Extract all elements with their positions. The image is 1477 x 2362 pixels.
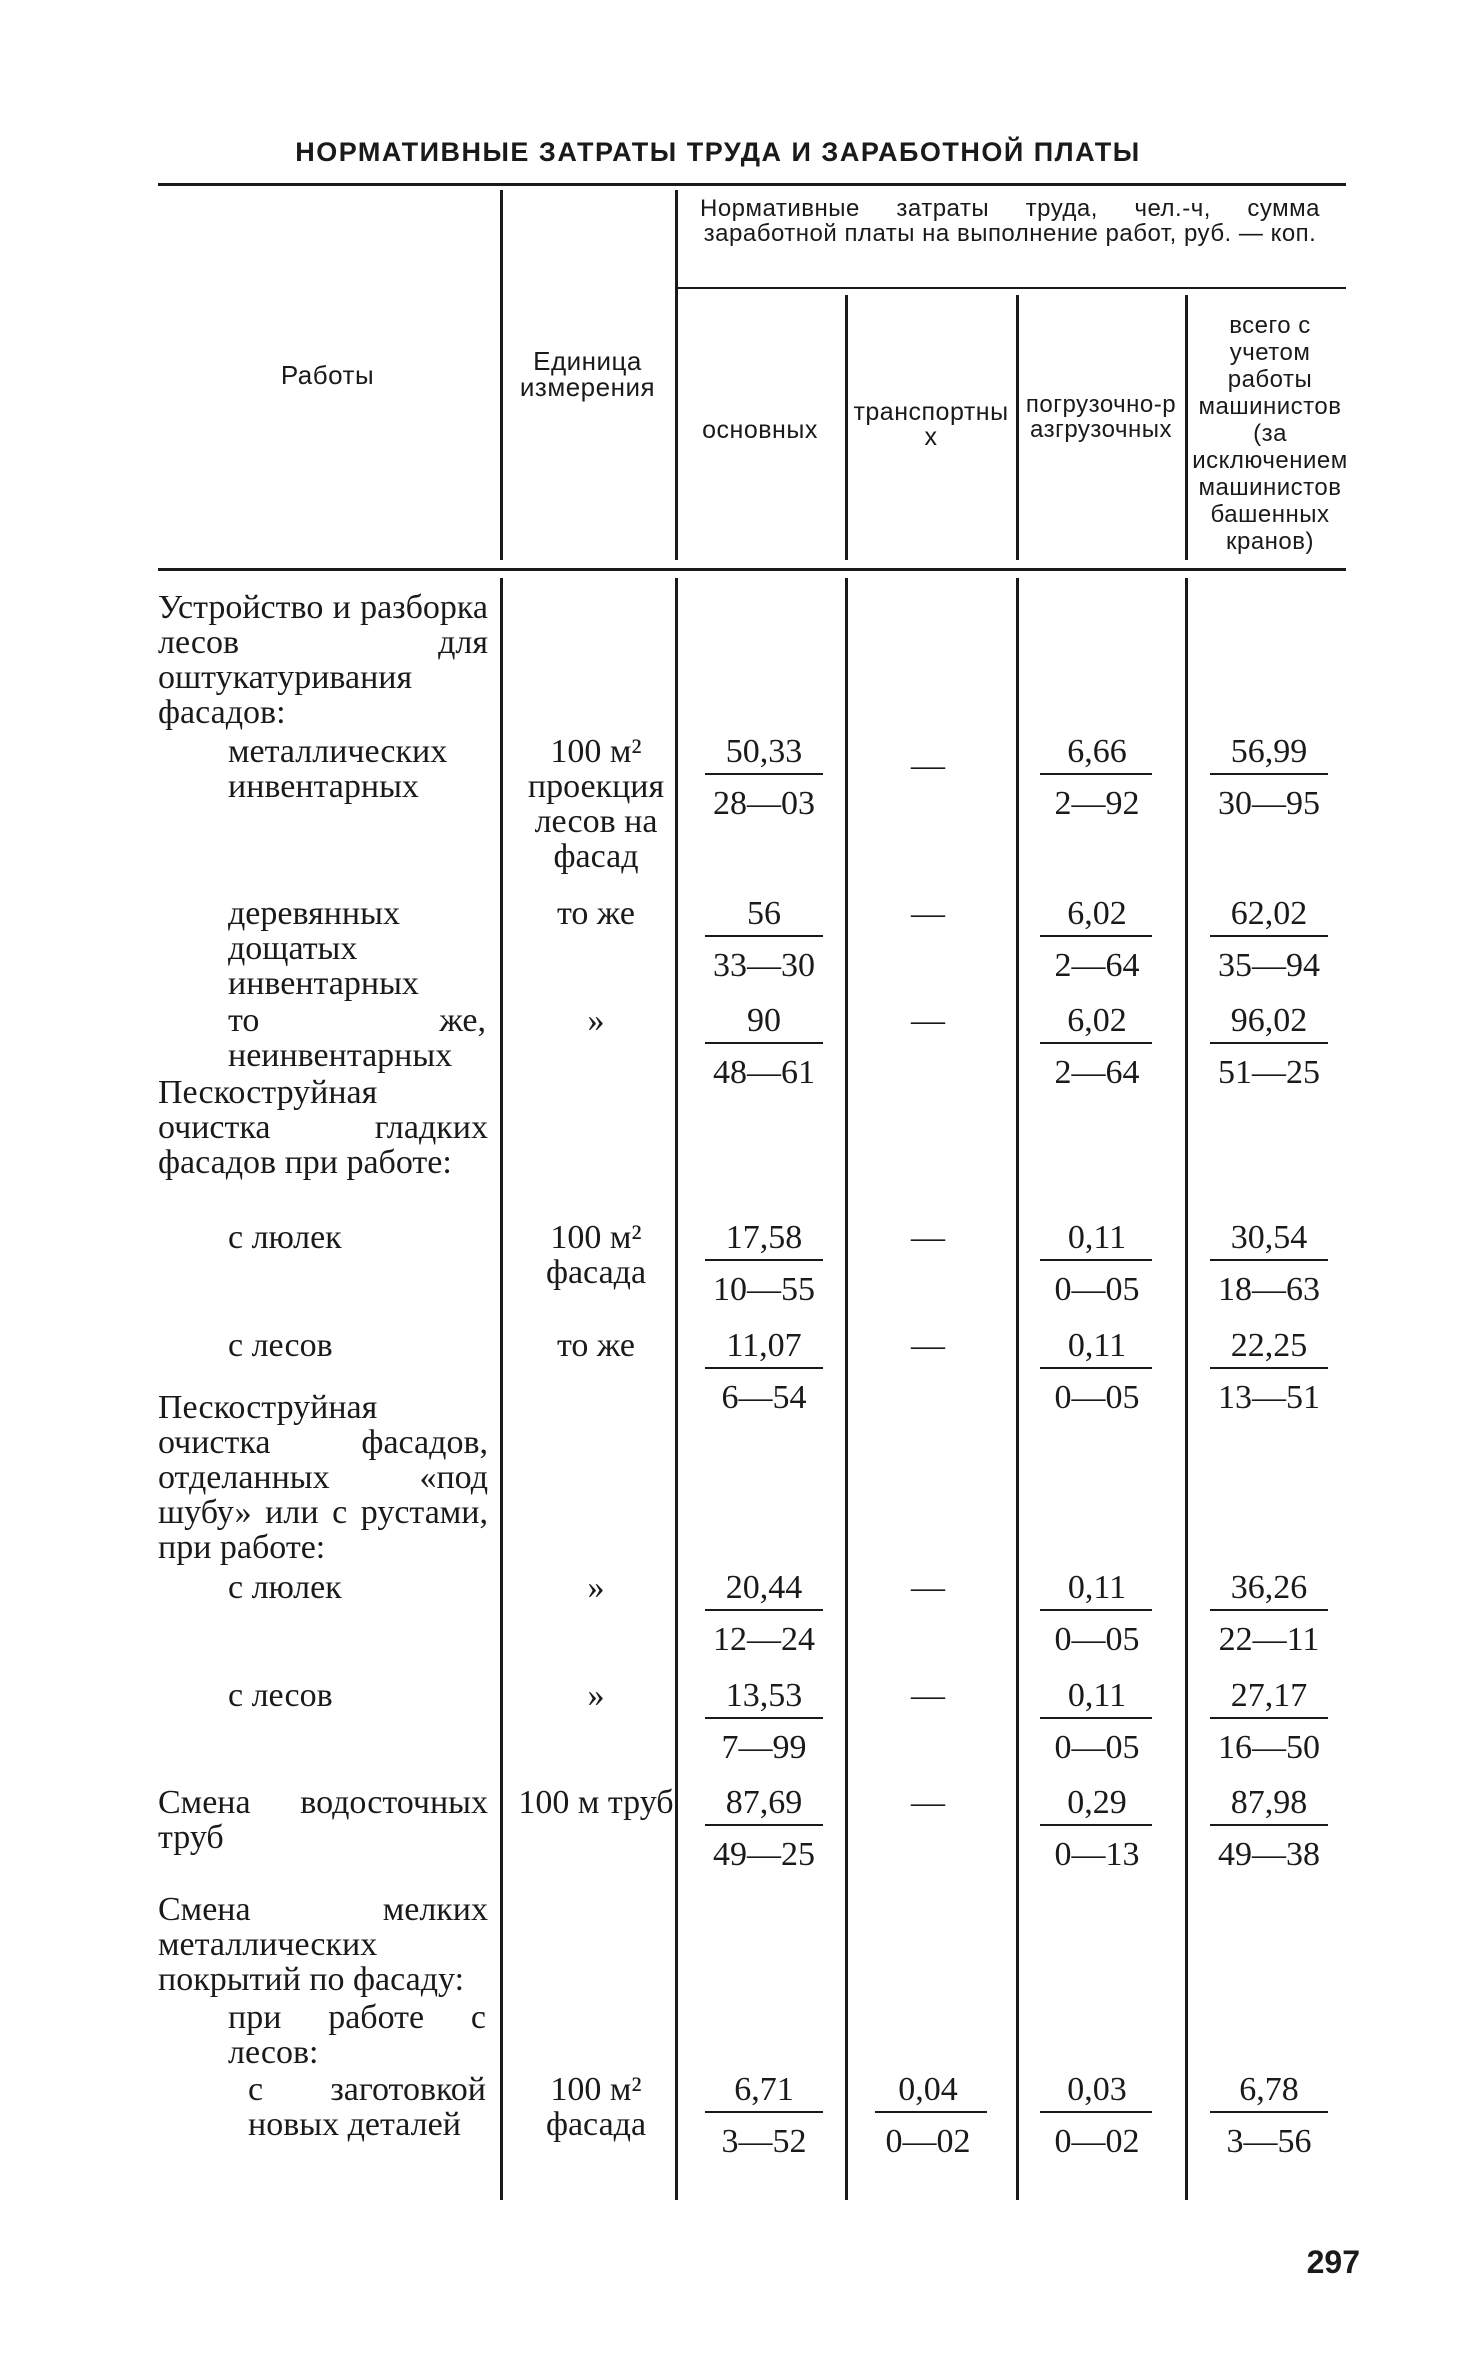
row-total-pay: 3—56: [1226, 2123, 1312, 2160]
row-total-pay: 22—11: [1218, 1621, 1320, 1658]
row-main-pay: 33—30: [713, 947, 815, 984]
row-main-pay: 28—03: [713, 785, 815, 822]
row-unit: то же: [556, 1327, 636, 1364]
row-unit: »: [587, 1002, 605, 1039]
fraction-rule: [705, 935, 823, 937]
row-work: деревянных дощатых инвентарных: [228, 895, 419, 1002]
row-main-pay: 12—24: [713, 1621, 815, 1658]
row-unit: 100 м² фасада: [545, 2071, 647, 2143]
row-total-pay: 18—63: [1218, 1271, 1320, 1308]
row-main-hours: 11,07: [726, 1327, 802, 1364]
row-total-hours: 30,54: [1230, 1219, 1308, 1256]
row-work: с люлек: [228, 1219, 342, 1256]
row-main-hours: 90: [747, 1002, 781, 1039]
row-unit: то же: [556, 895, 636, 932]
row-work: с заготовкой новых деталей: [248, 2071, 486, 2143]
col-rule-1-body: [500, 578, 503, 2200]
row-total-pay: 35—94: [1218, 947, 1320, 984]
row-total-pay: 30—95: [1218, 785, 1320, 822]
row-transport: —: [911, 747, 945, 784]
row-work: металлических инвентарных: [228, 733, 448, 805]
row-loading-pay: 0—02: [1054, 2123, 1140, 2160]
fraction-rule: [1210, 1042, 1328, 1044]
row-main-pay: 49—25: [713, 1836, 815, 1873]
col-rule-3: [845, 295, 848, 560]
fraction-rule: [705, 1717, 823, 1719]
col-rule-4: [1016, 295, 1019, 560]
row-total-hours: 6,78: [1239, 2071, 1299, 2108]
fraction-rule: [705, 773, 823, 775]
row-total-hours: 87,98: [1230, 1784, 1308, 1821]
row-work: с лесов: [228, 1677, 333, 1714]
header-works: Работы: [280, 360, 375, 390]
group-header-rule: [675, 287, 1346, 289]
row-main-hours: 56: [747, 895, 781, 932]
row-main-pay: 48—61: [713, 1054, 815, 1091]
row-transport: —: [911, 1677, 945, 1714]
fraction-rule: [705, 1259, 823, 1261]
fraction-rule: [1040, 1259, 1152, 1261]
row-transport: —: [911, 1784, 945, 1821]
fraction-rule: [705, 1824, 823, 1826]
row-unit: »: [587, 1569, 605, 1606]
fraction-rule: [1040, 773, 1152, 775]
row-loading-hours: 0,11: [1067, 1677, 1127, 1714]
row-transport: —: [911, 1219, 945, 1256]
page-title: НОРМАТИВНЫЕ ЗАТРАТЫ ТРУДА И ЗАРАБОТНОЙ ПЛАТЫ: [295, 137, 1141, 167]
fraction-rule: [705, 2111, 823, 2113]
row-loading-pay: 0—05: [1054, 1621, 1140, 1658]
row-work: то же, неинвентарных: [228, 1002, 486, 1074]
row-loading-pay: 0—05: [1054, 1379, 1140, 1416]
row-total-hours: 27,17: [1230, 1677, 1308, 1714]
row-unit: 100 м² фасада: [545, 1219, 647, 1291]
header-main: основных: [702, 416, 818, 444]
row-unit: 100 м² проекция лесов на фасад: [527, 733, 665, 875]
fraction-rule: [1040, 1042, 1152, 1044]
fraction-rule: [1040, 1717, 1152, 1719]
row-loading-hours: 6,02: [1067, 1002, 1127, 1039]
page-number: 297: [1306, 2244, 1360, 2280]
fraction-rule: [705, 1367, 823, 1369]
header-group: Нормативные затраты труда, чел.-ч, сумма заработной платы на выполнение работ, руб. — коп.: [700, 195, 1320, 247]
row-loading-hours: 0,11: [1067, 1327, 1127, 1364]
section-sand-fur: Пескоструйная очистка фасадов, отделанных «под шубу» или с рустами, при работе:: [158, 1389, 488, 1566]
row-transport: —: [911, 1327, 945, 1364]
row-total-hours: 22,25: [1230, 1327, 1308, 1364]
row-unit: 100 м труб: [518, 1784, 674, 1821]
col-rule-1: [500, 190, 503, 560]
row-main-pay: 6—54: [721, 1379, 807, 1416]
row-loading-pay: 2—64: [1054, 1054, 1140, 1091]
row-main-pay: 7—99: [721, 1729, 807, 1766]
row-main-hours: 50,33: [725, 733, 803, 770]
section-sand-smooth: Пескоструйная очистка гладких фасадов при работе:: [158, 1074, 488, 1181]
row-transport: —: [911, 895, 945, 932]
fraction-rule: [1040, 1824, 1152, 1826]
row-total-hours: 96,02: [1230, 1002, 1308, 1039]
fraction-rule: [1210, 1367, 1328, 1369]
row-main-pay: 10—55: [713, 1271, 815, 1308]
fraction-rule: [705, 1042, 823, 1044]
row-main-hours: 20,44: [725, 1569, 803, 1606]
row-loading-pay: 2—64: [1054, 947, 1140, 984]
row-transport: —: [911, 1002, 945, 1039]
section-drainpipes: Смена водосточных труб: [158, 1784, 488, 1856]
row-loading-pay: 0—05: [1054, 1271, 1140, 1308]
fraction-rule: [1210, 2111, 1328, 2113]
row-total-pay: 51—25: [1218, 1054, 1320, 1091]
fraction-rule: [1040, 935, 1152, 937]
col-rule-2: [675, 190, 678, 560]
col-rule-5: [1185, 295, 1188, 560]
row-unit: »: [587, 1677, 605, 1714]
header-transport: транспортных: [853, 398, 1009, 451]
row-work: с лесов: [228, 1327, 333, 1364]
row-loading-hours: 0,11: [1067, 1569, 1127, 1606]
row-main-hours: 17,58: [725, 1219, 803, 1256]
row-total-hours: 36,26: [1230, 1569, 1308, 1606]
fraction-rule: [1210, 935, 1328, 937]
row-total-pay: 49—38: [1218, 1836, 1320, 1873]
row-loading-hours: 6,66: [1067, 733, 1127, 770]
fraction-rule: [1210, 1717, 1328, 1719]
col-rule-3-body: [845, 578, 848, 2200]
row-work: с люлек: [228, 1569, 342, 1606]
row-total-hours: 62,02: [1230, 895, 1308, 932]
row-loading-pay: 2—92: [1054, 785, 1140, 822]
header-bottom-rule: [158, 568, 1346, 571]
row-loading-hours: 6,02: [1067, 895, 1127, 932]
fraction-rule: [1210, 773, 1328, 775]
header-loading: погрузочно-разгрузочных: [1025, 391, 1177, 443]
row-loading-pay: 0—05: [1054, 1729, 1140, 1766]
row-total-hours: 56,99: [1230, 733, 1308, 770]
fraction-rule: [1210, 1824, 1328, 1826]
row-loading-hours: 0,11: [1067, 1219, 1127, 1256]
row-main-hours: 13,53: [725, 1677, 803, 1714]
row-main-hours: 6,71: [734, 2071, 794, 2108]
row-loading-hours: 0,03: [1067, 2071, 1127, 2108]
fraction-rule: [1210, 1259, 1328, 1261]
fraction-rule: [1040, 1609, 1152, 1611]
row-transport: —: [911, 1569, 945, 1606]
table-top-rule: [158, 183, 1346, 186]
row-transport-hours: 0,04: [898, 2071, 958, 2108]
row-transport-pay: 0—02: [885, 2123, 971, 2160]
row-loading-pay: 0—13: [1054, 1836, 1140, 1873]
row-main-hours: 87,69: [725, 1784, 803, 1821]
row-total-pay: 16—50: [1218, 1729, 1320, 1766]
fraction-rule: [1040, 2111, 1152, 2113]
header-unit: Единица измерения: [519, 346, 656, 402]
section-metal-sub: при работе с лесов:: [228, 1999, 486, 2071]
fraction-rule: [1210, 1609, 1328, 1611]
row-loading-hours: 0,29: [1067, 1784, 1127, 1821]
fraction-rule: [1040, 1367, 1152, 1369]
header-total: всего с учетом работы машинистов (за исключением машинистов башенных кранов): [1192, 312, 1348, 555]
row-total-pay: 13—51: [1218, 1379, 1320, 1416]
section-scaffold: Устройство и разборка лесов для оштукатуривания фасадов:: [158, 589, 488, 731]
fraction-rule: [875, 2111, 987, 2113]
row-main-pay: 3—52: [721, 2123, 807, 2160]
fraction-rule: [705, 1609, 823, 1611]
section-metal: Смена мелких металлических покрытий по фасаду:: [158, 1891, 488, 1998]
